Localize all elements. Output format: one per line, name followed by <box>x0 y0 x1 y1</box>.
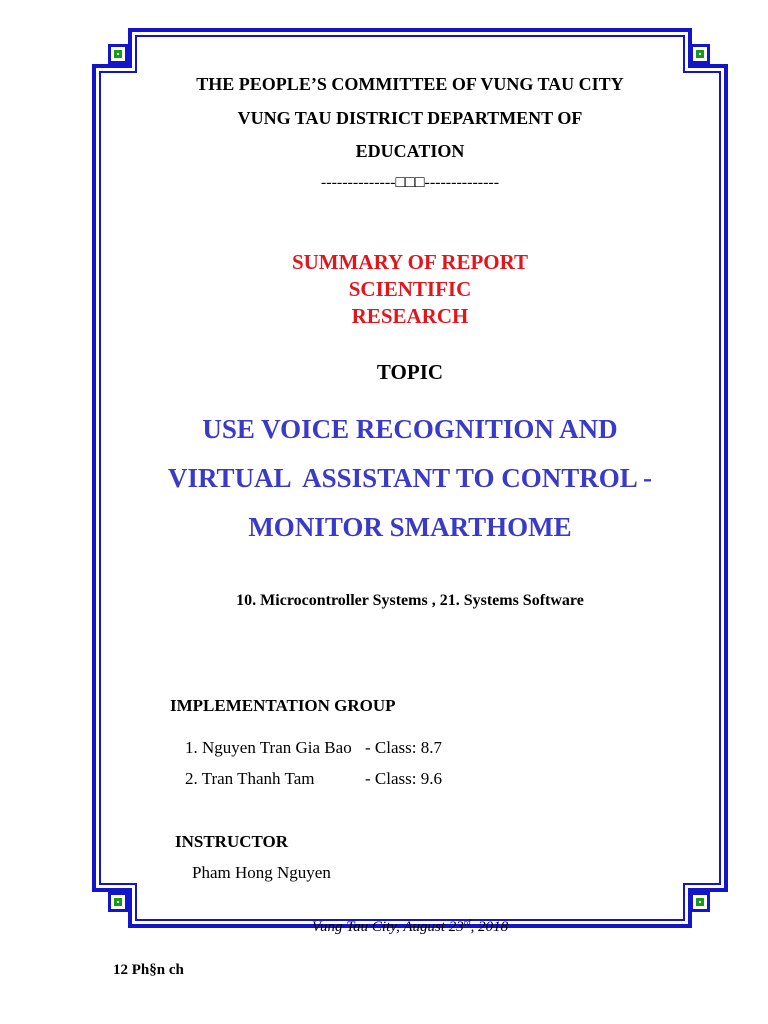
summary-line-2: SCIENTIFIC <box>348 277 472 301</box>
footer-date-place: Vung Tau City, August 23 <box>311 919 464 935</box>
footer-date-year: , 2018 <box>470 919 509 935</box>
topic-label: TOPIC <box>376 360 444 384</box>
section-break-label: 12 Ph§n ch <box>113 962 184 978</box>
header-department: VUNG TAU DISTRICT DEPARTMENT OF <box>237 108 583 128</box>
header-committee: THE PEOPLE’S COMMITTEE OF VUNG TAU CITY <box>196 74 624 94</box>
group-member-1-name: 1. Nguyen Tran Gia Bao <box>185 738 352 757</box>
summary-line-3: RESEARCH <box>351 304 469 328</box>
topic-title-line-1: USE VOICE RECOGNITION AND <box>202 414 618 444</box>
header-separator: --------------□□□-------------- <box>320 174 500 191</box>
corner-ornament-top-right <box>690 44 710 64</box>
summary-line-1: SUMMARY OF REPORT <box>291 250 529 274</box>
footer-date-suffix: rd <box>463 918 471 927</box>
topic-title-line-2: VIRTUAL ASSISTANT TO CONTROL - <box>168 463 652 493</box>
corner-ornament-bottom-right <box>690 892 710 912</box>
instructor-name: Pham Hong Nguyen <box>192 863 331 882</box>
research-fields: 10. Microcontroller Systems , 21. Systems Software <box>236 592 584 609</box>
group-member-2-name: 2. Tran Thanh Tam <box>185 769 315 788</box>
corner-ornament-top-left <box>108 44 128 64</box>
group-member-1-class: - Class: 8.7 <box>365 738 442 757</box>
topic-title-line-3: MONITOR SMARTHOME <box>248 512 572 542</box>
group-member-2-class: - Class: 9.6 <box>365 769 442 788</box>
header-education: EDUCATION <box>355 141 465 161</box>
footer-date <box>130 918 690 936</box>
group-heading: IMPLEMENTATION GROUP <box>170 696 396 715</box>
instructor-heading: INSTRUCTOR <box>175 832 289 851</box>
corner-ornament-bottom-left <box>108 892 128 912</box>
